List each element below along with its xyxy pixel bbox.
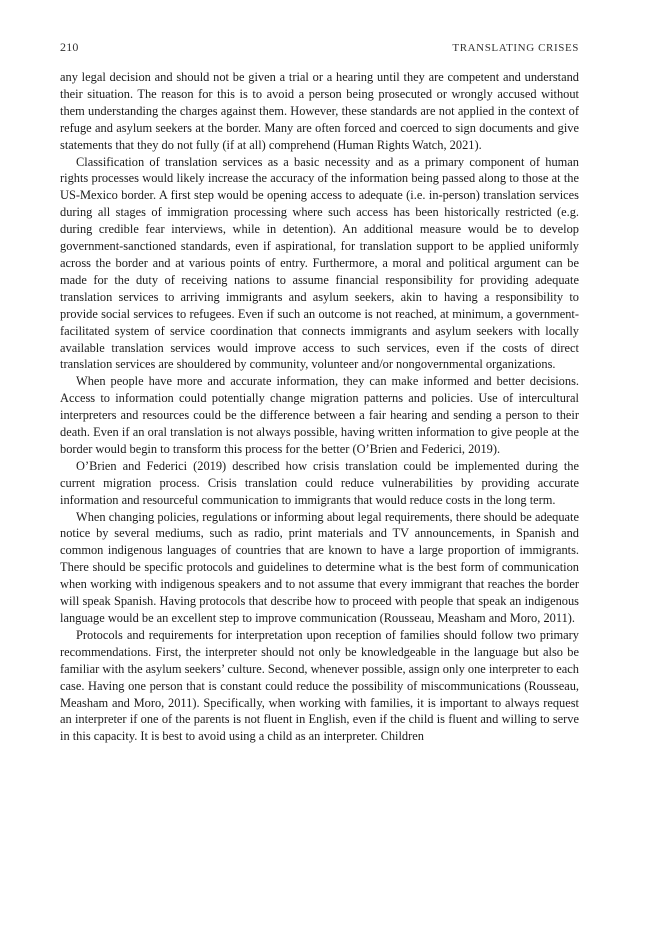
running-header bbox=[60, 40, 579, 55]
paragraph: When changing policies, regulations or informing about legal requirements, there should be adequate notice by several mediums, such as radio, print materials and TV announcements, in Spanish and common indigenous languages of countries that are known to have a large proportion of immigrants. There should be specific protocols and guidelines to determine what is the best form of communication when working with indigenous speakers and to not assume that every immigrant that reaches the border will speak Spanish. Having protocols that describe how to proceed with people that speak an indigenous language would be an excellent step to improve communication (Rousseau, Measham and Moro, 2011). bbox=[60, 509, 579, 625]
running-title: TRANSLATING CRISES bbox=[452, 42, 579, 54]
page-number: 210 bbox=[60, 40, 79, 54]
paragraph: Classification of translation services as a basic necessity and as a primary component of human rights processes would likely increase the accuracy of the information being passed along to those at the US-Mexico border. A first step would be opening access to adequate (i.e. in-person) translation services during all stages of immigration processing where such access has been historically restricted (e.g. during credible fear interviews, while in detention). An additional measure would be to develop government-sanctioned standards, even if aspirational, for translation support to be applied uniformly across the border and at various points of entry. Furthermore, a moral and political argument can be made for the duty of receiving nations to assume financial responsibility for providing adequate translation services to arriving immigrants and asylum seekers, akin to having a responsibility to provide social services to refugees. Even if such an outcome is not reached, at minimum, a government-facilitated system of service coordination that connects immigrants and asylum seekers with locally available translation services would improve access to such services, even if the costs of direct translation services are shouldered by community, volunteer and/or nongovernmental organizations. bbox=[60, 154, 579, 372]
paragraph: When people have more and accurate information, they can make informed and better decisions. Access to information could potentially change migration patterns and policies. Use of intercultural interpreters and resources could be the difference between a fair hearing and sending a person to their death. Even if an oral translation is not always possible, having written information to give people at the border would begin to transform this process for the better (O’Brien and Federici, 2019). bbox=[60, 374, 579, 456]
paragraph: Protocols and requirements for interpretation upon reception of families should follow two primary recommendations. First, the interpreter should not only be knowledgeable in the language but also be familiar with the asylum seekers’ culture. Second, whenever possible, assign only one interpreter to each case. Having one person that is constant could reduce the possibility of miscommunications (Rousseau, Measham and Moro, 2011). Specifically, when working with families, it is important to always request an interpreter if one of the parents is not fluent in English, even if the child is fluent and willing to serve in this capacity. It is best to avoid using a child as an interpreter. Children bbox=[60, 627, 579, 744]
paragraph: O’Brien and Federici (2019) described how crisis translation could be implemented during the current migration process. Crisis translation could reduce vulnerabilities by providing accurate information and resourceful communication to immigrants that would reduce costs in the long term. bbox=[60, 458, 579, 507]
document-page bbox=[60, 40, 579, 745]
body-text bbox=[60, 69, 579, 745]
paragraph: any legal decision and should not be given a trial or a hearing until they are competent and understand their situation. The reason for this is to avoid a person being prosecuted or wrongly accused without them understanding the charges against them. However, these standards are not applied in the context of refuge and asylum seekers at the border. Many are often forced and coerced to sign documents and give statements that they do not fully (if at all) comprehend (Human Rights Watch, 2021). bbox=[60, 70, 579, 152]
